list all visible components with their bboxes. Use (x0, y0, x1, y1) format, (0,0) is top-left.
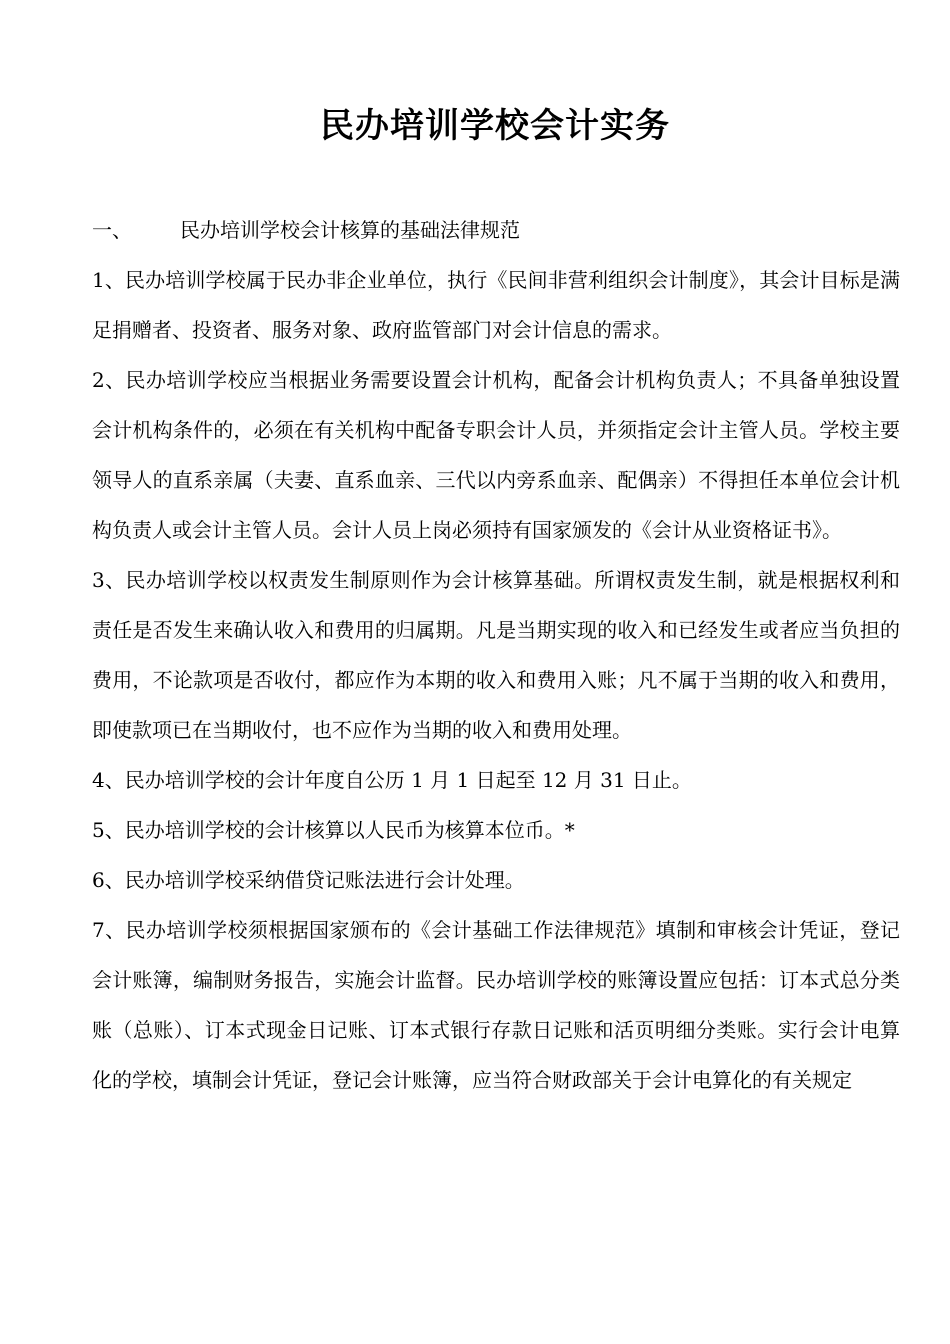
paragraph-3: 3、民办培训学校以权责发生制原则作为会计核算基础。所谓权责发生制，就是根据权利和责任是否发生来确认收入和费用的归属期。凡是当期实现的收入和已经发生或者应当负担的费用，不论款项是否收付，都应作为本期的收入和费用入账；凡不属于当期的收入和费用，即使款项已在当期收付，也不应作为当期的收入和费用处理。 (92, 568, 900, 742)
paragraph-2: 2、民办培训学校应当根据业务需要设置会计机构，配备会计机构负责人；不具备单独设置会计机构条件的，必须在有关机构中配备专职会计人员，并须指定会计主管人员。学校主要领导人的直系亲属（夫妻、直系血亲、三代以内旁系血亲、配偶亲）不得担任本单位会计机构负责人或会计主管人员。会计人员上岗必须持有国家颁发的《会计从业资格证书》。 (92, 368, 900, 542)
document-body (92, 205, 900, 1105)
paragraph-4: 4、民办培训学校的会计年度自公历 1 月 1 日起至 12 月 31 日止。 (92, 768, 692, 792)
section-heading-text: 民办培训学校会计核算的基础法律规范 (180, 218, 520, 242)
section-heading (92, 205, 900, 255)
paragraph-7: 7、民办培训学校须根据国家颁布的《会计基础工作法律规范》填制和审核会计凭证，登记会计账簿，编制财务报告，实施会计监督。民办培训学校的账簿设置应包括：订本式总分类账（总账）、订本式现金日记账、订本式银行存款日记账和活页明细分类账。实行会计电算化的学校，填制会计凭证，登记会计账簿，应当符合财政部关于会计电算化的有关规定 (92, 918, 900, 1092)
document-title: 民办培训学校会计实务 (320, 106, 670, 146)
paragraph-6: 6、民办培训学校采纳借贷记账法进行会计处理。 (92, 868, 525, 892)
paragraph-1: 1、民办培训学校属于民办非企业单位，执行《民间非营利组织会计制度》，其会计目标是满足捐赠者、投资者、服务对象、政府监管部门对会计信息的需求。 (92, 268, 900, 342)
paragraph-5: 5、民办培训学校的会计核算以人民币为核算本位币。* (92, 818, 575, 842)
section-number: 一、 (92, 218, 132, 242)
